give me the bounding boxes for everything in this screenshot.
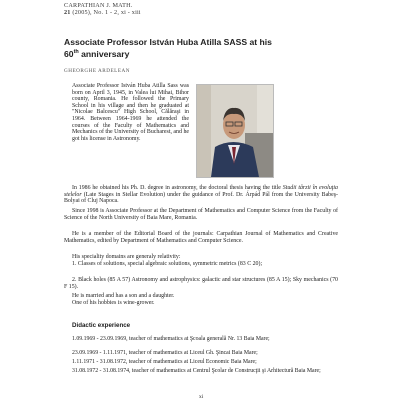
didactic-heading: Didactic experience xyxy=(72,322,131,329)
portrait-photo xyxy=(196,84,274,178)
journal-volume: 21 xyxy=(64,9,71,16)
speciality-item-1: 1. Classes of solutions, special algebraic solutions, symmetric metrics (83 C 20); xyxy=(72,261,263,267)
page-number: xi xyxy=(199,394,204,400)
journal-name: CARPATHIAN J. MATH. xyxy=(64,2,133,9)
title-ordinal: th xyxy=(73,48,79,55)
title-end: anniversary xyxy=(78,48,130,59)
didactic-item-3: 1.11.1971 - 31.08.1972, teacher of mathematics at Liceul Economic Baia Mare; xyxy=(72,359,257,365)
didactic-item-4: 31.08.1972 - 31.08.1974, teacher of mathematics at Centrul Şcolar de Construcţii şi Arhitectură Baia Mare; xyxy=(72,368,321,374)
family-paragraph: He is married and has a son and a daughter. xyxy=(72,293,175,299)
journal-issue-details: (2005), No. 1 - 2, xi - xiii xyxy=(70,9,141,16)
didactic-item-2: 23.09.1969 - 1.11.1971, teacher of mathematics at Liceul Gh. Şincai Baia Mare; xyxy=(72,350,258,356)
editorial-paragraph: He is a member of the Editorial Board of the journals: Carpathian Journal of Mathematics and Creative Mathematics, edited by Department of Mathematics and Computer Science. xyxy=(64,231,338,244)
title-main: Associate Professor István Huba Atilla SASS at his xyxy=(64,37,272,47)
thesis-title: Studii târzii în evoluţia stelelor xyxy=(64,185,338,198)
didactic-item-1: 1.09.1969 - 23.09.1969, teacher of mathematics at Şcoala generală Nr. 13 Baia Mare; xyxy=(72,336,270,342)
journal-issue-line xyxy=(64,9,141,16)
position-paragraph: Since 1998 is Associate Professor at the Department of Mathematics and Computer Science from the Faculty of Science of the North University of Baia Mare, Romania. xyxy=(64,208,338,221)
journal-header xyxy=(64,2,141,16)
speciality-item-2: 2. Black holes (85 A 57) Astronomy and astrophysics: galactic and star structures (85 A 15); Sky mechanics (70 F 15). xyxy=(64,277,338,290)
hobby-paragraph: One of his hobbies is wine-grower. xyxy=(72,300,155,306)
phd-text-end: (Late Stages in Stellar Evolution) under the guidance of Prof. Dr. Árpád Pál from the University Babeş-Bolyai of Cluj Napoca. xyxy=(64,191,338,205)
speciality-intro: His speciality domains are generaly relativity: xyxy=(72,254,181,260)
title-age: 60 xyxy=(64,48,74,59)
intro-paragraph: Associate Professor István Huba Atilla Sass was born on April 3, 1945, in Valea lui Mihai, Bihor county, Romania. He followed the Primary School in his village and then he graduated at "Nicolae Balcescu" High School, Călăraşi in 1964. Between 1964-1969 he attended the courses of the Faculty of Mathematics and Mechanics of the University of Bucharest, and he got his license in Astronomy. xyxy=(72,83,189,142)
portrait-illustration xyxy=(197,85,273,177)
author-name: GHEORGHE ARDELEAN xyxy=(64,68,130,74)
phd-paragraph xyxy=(64,185,338,205)
phd-text-start: In 1986 he obtained his Ph. D. degree in astronomy, the doctoral thesis having the title xyxy=(72,185,283,191)
article-title xyxy=(64,38,344,59)
